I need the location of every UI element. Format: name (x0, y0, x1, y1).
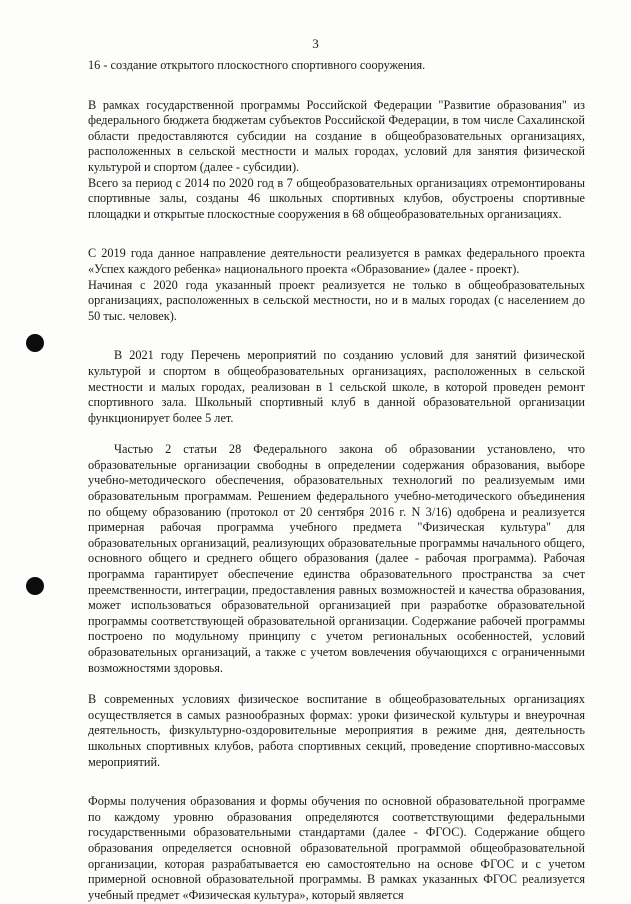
document-body (88, 58, 585, 903)
paragraph: Начиная с 2020 года указанный проект реализуется не только в общеобразовательных организациях, расположенных в сельской местности, но и в малых городах (с населением до 50 тыс. человек). (88, 277, 585, 323)
punch-hole-mark (26, 577, 44, 595)
paragraph: Формы получения образования и формы обучения по основной образовательной программе по каждому уровню образования определяются соответствующими федеральными государственными образовательными стандартами (далее - ФГОС). Содержание общего образования определяется основной образовательной программой общеобразовательной организации, которая разрабатывается ею самостоятельно на основе ФГОС и с учетом примерной основной образовательной программы. В рамках указанных ФГОС реализуется учебный предмет «Физическая культура», который является (88, 794, 585, 902)
page-number: 3 (312, 36, 319, 51)
punch-hole-mark (26, 334, 44, 352)
paragraph: 16 - создание открытого плоскостного спортивного сооружения. (88, 58, 426, 72)
paragraph: В современных условиях физическое воспитание в общеобразовательных организациях осуществляется в самых разнообразных формах: уроки физической культуры и внеурочная деятельность, физкультурно-оздоровительные мероприятия в режиме дня, деятельность школьных спортивных клубов, работа спортивных секций, проведение спортивно-массовых мероприятий. (88, 692, 585, 769)
paragraph: С 2019 года данное направление деятельности реализуется в рамках федерального проекта «Успех каждого ребенка» национального проекта «Образование» (далее - проект). (88, 246, 585, 276)
paragraph: В рамках государственной программы Российской Федерации "Развитие образования" из федерального бюджета бюджетам субъектов Российской Федерации, в том числе Сахалинской области предоставляются субсидии на создание в общеобразовательных организациях, расположенных в сельской местности и малых городах, условий для занятия физической культурой и спортом (далее - субсидии). (88, 97, 585, 174)
paragraph: В 2021 году Перечень мероприятий по созданию условий для занятий физической культурой и спортом в общеобразовательных организациях, расположенных в сельской местности и малых городах, реализован в 1 сельской школе, в которой проведен ремонт спортивного зала. Школьный спортивный клуб в данной образовательной организации функционирует более 5 лет. (88, 348, 585, 425)
paragraph: Всего за период с 2014 по 2020 год в 7 общеобразовательных организациях отремонтированы спортивные залы, созданы 46 школьных спортивных клубов, обустроены спортивные площадки и открытые плоскостные сооружения в 68 общеобразовательных организациях. (88, 175, 585, 221)
paragraph: Частью 2 статьи 28 Федерального закона об образовании установлено, что образовательные организации свободны в определении содержания образования, выборе учебно-методического обеспечения, образовательных технологий по реализуемым ими образовательным программам. Решением федерального учебно-методического объединения по общему образованию (протокол от 20 сентября 2016 г. N 3/16) одобрена и реализуется примерная рабочая программа учебного предмета "Физическая культура" для образовательных организаций, реализующих образовательные программы начального общего, основного общего и среднего общего образования (далее - рабочая программа). Рабочая программа гарантирует обеспечение единства образовательного пространства за счет преемственности, интеграции, предоставления равных возможностей и качества образования, может использоваться образовательной организацией при разработке образовательной программы соответствующей образовательной организации. Содержание рабочей программы построено по модульному принципу с учетом региональных особенностей, условий образовательных организаций, а также с учетом вовлечения обучающихся с ограниченными возможностями здоровья. (88, 442, 585, 675)
